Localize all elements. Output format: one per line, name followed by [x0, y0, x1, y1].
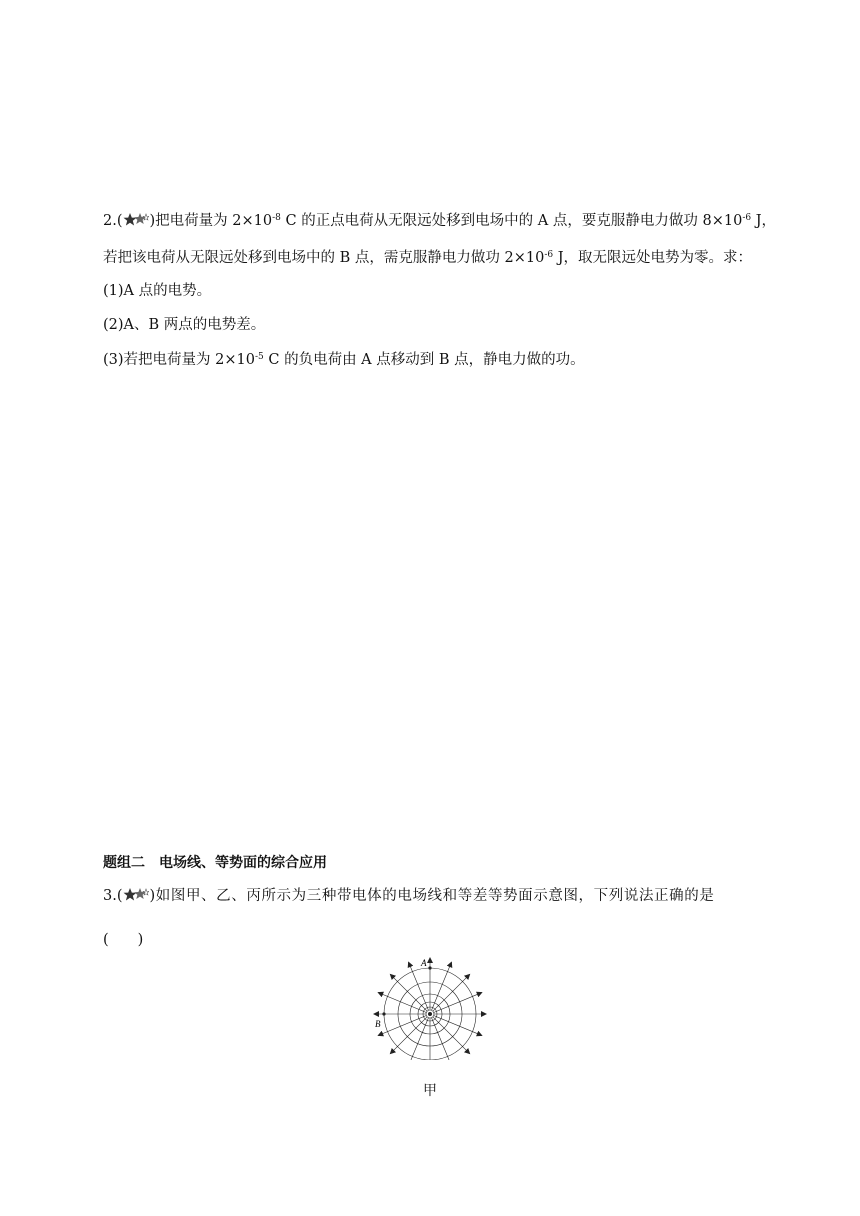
q2-line2-a: 若把该电荷从无限远处移到电场中的 B 点，需克服静电力做功 2×10 [103, 250, 545, 266]
q2-sub3-a: (3)若把电荷量为 2×10 [103, 352, 255, 368]
group-title: 电场线、等势面的综合应用 [159, 855, 327, 871]
q2-sub3-exp: -5 [254, 352, 264, 362]
field-line-arrow [409, 1018, 429, 1060]
q2-sub-2: (2)A、B 两点的电势差。 [103, 317, 266, 333]
difficulty-stars-icon [123, 887, 149, 903]
q3-text: )如图甲、乙、丙所示为三种带电体的电场线和等差等势面示意图，下列说法正确的是 [149, 888, 715, 904]
point-b-label: B [375, 1019, 381, 1029]
field-diagram [369, 956, 491, 1060]
q2-line-2 [103, 248, 752, 268]
q2-number: 2.( [103, 213, 123, 229]
point-a-marker [428, 966, 431, 969]
q2-line2-b: J，取无限远处电势为零。求： [553, 250, 753, 266]
q2-exp-a: -8 [272, 213, 281, 223]
q2-text-a: )把电荷量为 2×10 [149, 213, 273, 229]
q3-answer-blank: ( ) [103, 932, 144, 948]
q3-line-1 [103, 886, 714, 906]
figure-caption: 甲 [423, 1083, 437, 1099]
q3-number: 3.( [103, 888, 123, 904]
q2-sub3-b: C 的负电荷由 A 点移动到 B 点，静电力做的功。 [263, 352, 585, 368]
q2-sub-3 [103, 350, 585, 370]
point-b-marker [382, 1012, 385, 1015]
q2-line-1 [103, 211, 776, 231]
field-line-arrow [432, 1018, 452, 1060]
q2-exp-b: -6 [742, 213, 752, 223]
group-label: 题组二 [103, 855, 145, 871]
field-lines [374, 958, 486, 1060]
q2-sub-1: (1)A 点的电势。 [103, 283, 212, 299]
point-a-label: A [421, 958, 427, 968]
difficulty-stars-icon [123, 212, 149, 228]
q2-text-b: C 的正点电荷从无限远处移到电场中的 A 点，要克服静电力做功 8×10 [280, 213, 743, 229]
group-heading [103, 853, 327, 873]
q2-line2-exp: -6 [544, 250, 554, 260]
charge-center [428, 1012, 432, 1016]
q2-text-c: J， [751, 213, 777, 229]
